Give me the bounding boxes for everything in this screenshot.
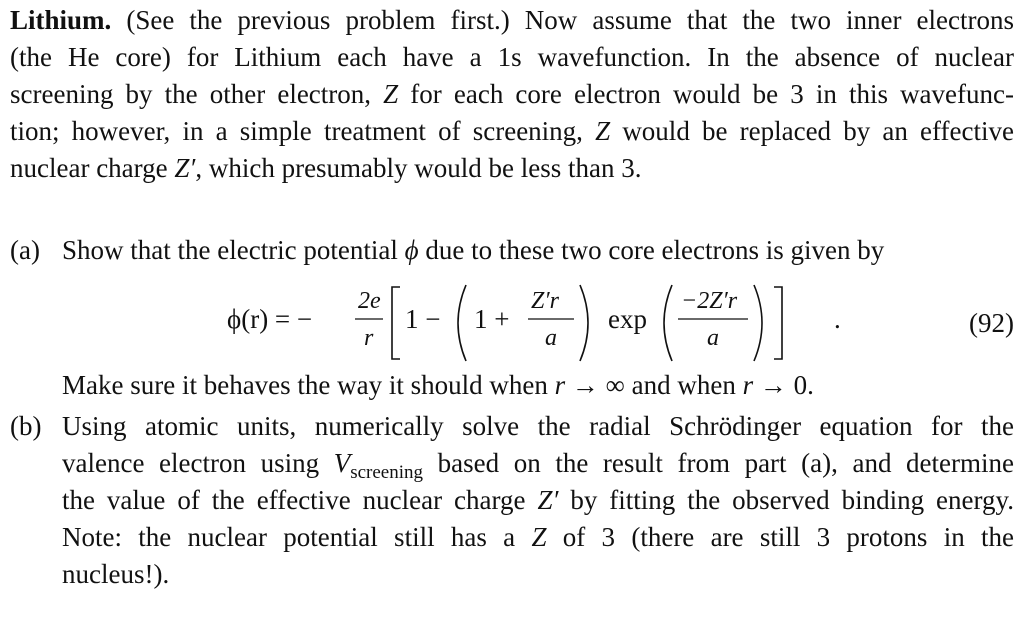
math-limit: → 0. (759, 370, 814, 400)
math-variable: ϕ (404, 235, 419, 265)
part-a-text: due to these two core electrons is given by (425, 235, 885, 265)
left-paren (458, 285, 466, 361)
intro-line (10, 113, 1014, 150)
intro-text: would be replaced by an effective (622, 116, 1014, 146)
part-b-text: Using atomic units, numerically solve the radial Schrödinger equation for the (62, 411, 1014, 441)
math-variable: Z′ (537, 485, 559, 515)
math-variable: r (554, 370, 566, 400)
equation-svg (62, 275, 1014, 365)
intro-text: screening by the other electron, (10, 79, 372, 109)
intro-text: (See the previous problem first.) Now assume that the two inner electrons (126, 5, 1014, 35)
intro-paragraph (10, 2, 1014, 187)
part-label: (a) (10, 235, 40, 265)
intro-text: nuclear charge (10, 153, 168, 183)
intro-line (10, 39, 1014, 76)
problem-heading: Lithium. (10, 5, 112, 35)
part-b-text: based on the result from part (a), and determine (437, 448, 1015, 478)
math-variable: V (333, 448, 351, 478)
right-paren (580, 285, 588, 361)
part-a-prompt (62, 232, 1014, 269)
note-text: Make sure it behaves the way it should when (62, 370, 548, 400)
note-text: and when (631, 370, 736, 400)
intro-line (10, 150, 1014, 187)
part-label: (b) (10, 411, 42, 441)
part-b-text: by fitting the observed binding energy. (570, 485, 1015, 515)
intro-text: (the He core) for Lithium each have a 1s wavefunction. In the absence of nuclear (10, 42, 1014, 72)
intro-line (10, 76, 1014, 113)
left-bracket (392, 287, 400, 359)
equation-term: 1 − (405, 304, 441, 334)
intro-line (10, 2, 1014, 39)
part-b-line (62, 482, 1014, 519)
intro-text: tion; however, in a simple treatment of screening, (10, 116, 583, 146)
equation-92 (62, 275, 1014, 365)
fraction-numerator: −2Z′r (681, 288, 738, 314)
math-variable: Z (595, 116, 611, 146)
math-subscript: screening (350, 462, 424, 483)
part-b-text: nucleus!). (62, 559, 170, 589)
fraction-numerator: 2e (358, 288, 381, 314)
part-b-text: valence electron using (62, 448, 320, 478)
part-b-text: of 3 (there are still 3 protons in the (562, 522, 1015, 552)
equation-lhs: ϕ(r) = − (227, 304, 313, 334)
math-variable: Z′ (174, 153, 196, 183)
intro-text: for each core electron would be 3 in this wavefunc- (410, 79, 1014, 109)
exp-function: exp (608, 304, 647, 334)
part-b-line (62, 408, 1014, 445)
fraction-denominator: a (545, 325, 557, 351)
part-b-line (62, 556, 1014, 593)
equation-period: . (834, 304, 841, 334)
part-a-text: Show that the electric potential (62, 235, 398, 265)
math-variable: Z (531, 522, 547, 552)
problem-text (10, 2, 1014, 593)
part-b-text: Note: the nuclear potential still has a (62, 522, 516, 552)
equation-number: (92) (969, 308, 1014, 338)
part-b-body (62, 408, 1014, 593)
part-b-line (62, 445, 1014, 482)
fraction-denominator: a (707, 325, 719, 351)
math-limit: → ∞ (571, 370, 625, 400)
fraction-denominator: r (364, 325, 374, 351)
right-bracket (774, 287, 782, 359)
right-paren (754, 285, 762, 361)
math-variable: Z (383, 79, 399, 109)
part-b-line (62, 519, 1014, 556)
equation-term: 1 + (474, 304, 510, 334)
part-a-note (62, 367, 1014, 404)
fraction-numerator: Z′r (531, 288, 559, 314)
intro-text: , which presumably would be less than 3. (195, 153, 642, 183)
part-b (10, 408, 1014, 593)
part-a (10, 232, 1014, 404)
math-variable: r (742, 370, 754, 400)
part-b-text: the value of the effective nuclear charge (62, 485, 526, 515)
left-paren (664, 285, 672, 361)
